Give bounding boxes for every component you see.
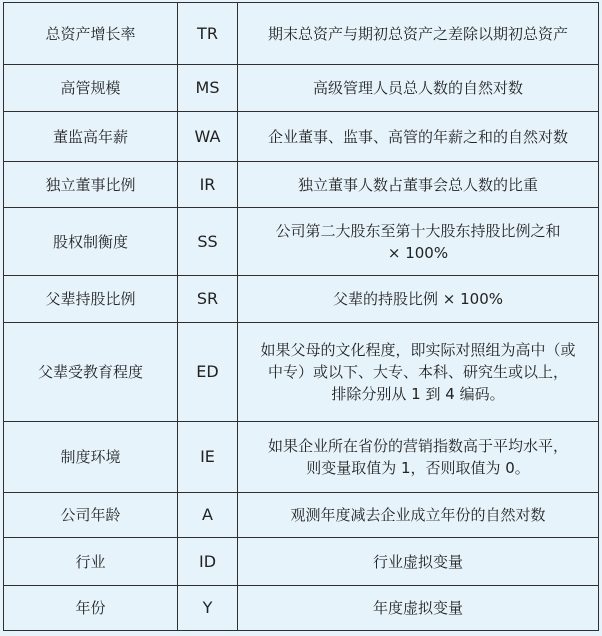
- variable-definition: 独立董事人数占董事会总人数的比重: [238, 162, 599, 208]
- variable-code: ID: [178, 538, 238, 586]
- variable-definition-table: [3, 2, 599, 631]
- variable-name: 制度环境: [4, 422, 178, 493]
- variable-name: 公司年龄: [4, 493, 178, 538]
- variable-name: 父辈受教育程度: [4, 323, 178, 422]
- variable-name: 高管规模: [4, 65, 178, 112]
- variable-code: A: [178, 493, 238, 538]
- variable-name: 独立董事比例: [4, 162, 178, 208]
- variable-definition: 行业虚拟变量: [238, 538, 599, 586]
- variable-name: 父辈持股比例: [4, 276, 178, 323]
- variable-definition: 如果父母的文化程度，即实际对照组为高中（或 中专）或以下、大专、本科、研究生或以上， 排除分别从 1 到 4 编码。: [238, 323, 599, 422]
- variable-code: TR: [178, 3, 238, 65]
- table-row: [4, 208, 599, 276]
- variable-definition: 父辈的持股比例 × 100%: [238, 276, 599, 323]
- variable-code: ED: [178, 323, 238, 422]
- variable-code: SS: [178, 208, 238, 276]
- variable-definition: 观测年度减去企业成立年份的自然对数: [238, 493, 599, 538]
- table-row: [4, 65, 599, 112]
- table-row: [4, 112, 599, 162]
- variable-name: 董监高年薪: [4, 112, 178, 162]
- variable-code: WA: [178, 112, 238, 162]
- variable-name: 股权制衡度: [4, 208, 178, 276]
- table-row: [4, 276, 599, 323]
- variable-definition: 年度虚拟变量: [238, 586, 599, 631]
- variable-code: IE: [178, 422, 238, 493]
- variable-definition: 公司第二大股东至第十大股东持股比例之和 × 100%: [238, 208, 599, 276]
- variable-code: SR: [178, 276, 238, 323]
- table-row: [4, 493, 599, 538]
- variable-definition: 期末总资产与期初总资产之差除以期初总资产: [238, 3, 599, 65]
- variable-code: IR: [178, 162, 238, 208]
- table-row: [4, 586, 599, 631]
- variable-definition: 如果企业所在省份的营销指数高于平均水平， 则变量取值为 1，否则取值为 0。: [238, 422, 599, 493]
- variable-definition: 高级管理人员总人数的自然对数: [238, 65, 599, 112]
- variable-code: Y: [178, 586, 238, 631]
- table-row: [4, 323, 599, 422]
- variable-name: 总资产增长率: [4, 3, 178, 65]
- table-row: [4, 162, 599, 208]
- variable-code: MS: [178, 65, 238, 112]
- table-row: [4, 422, 599, 493]
- table-row: [4, 3, 599, 65]
- table-row: [4, 538, 599, 586]
- variable-name: 行业: [4, 538, 178, 586]
- variable-definition: 企业董事、监事、高管的年薪之和的自然对数: [238, 112, 599, 162]
- variable-name: 年份: [4, 586, 178, 631]
